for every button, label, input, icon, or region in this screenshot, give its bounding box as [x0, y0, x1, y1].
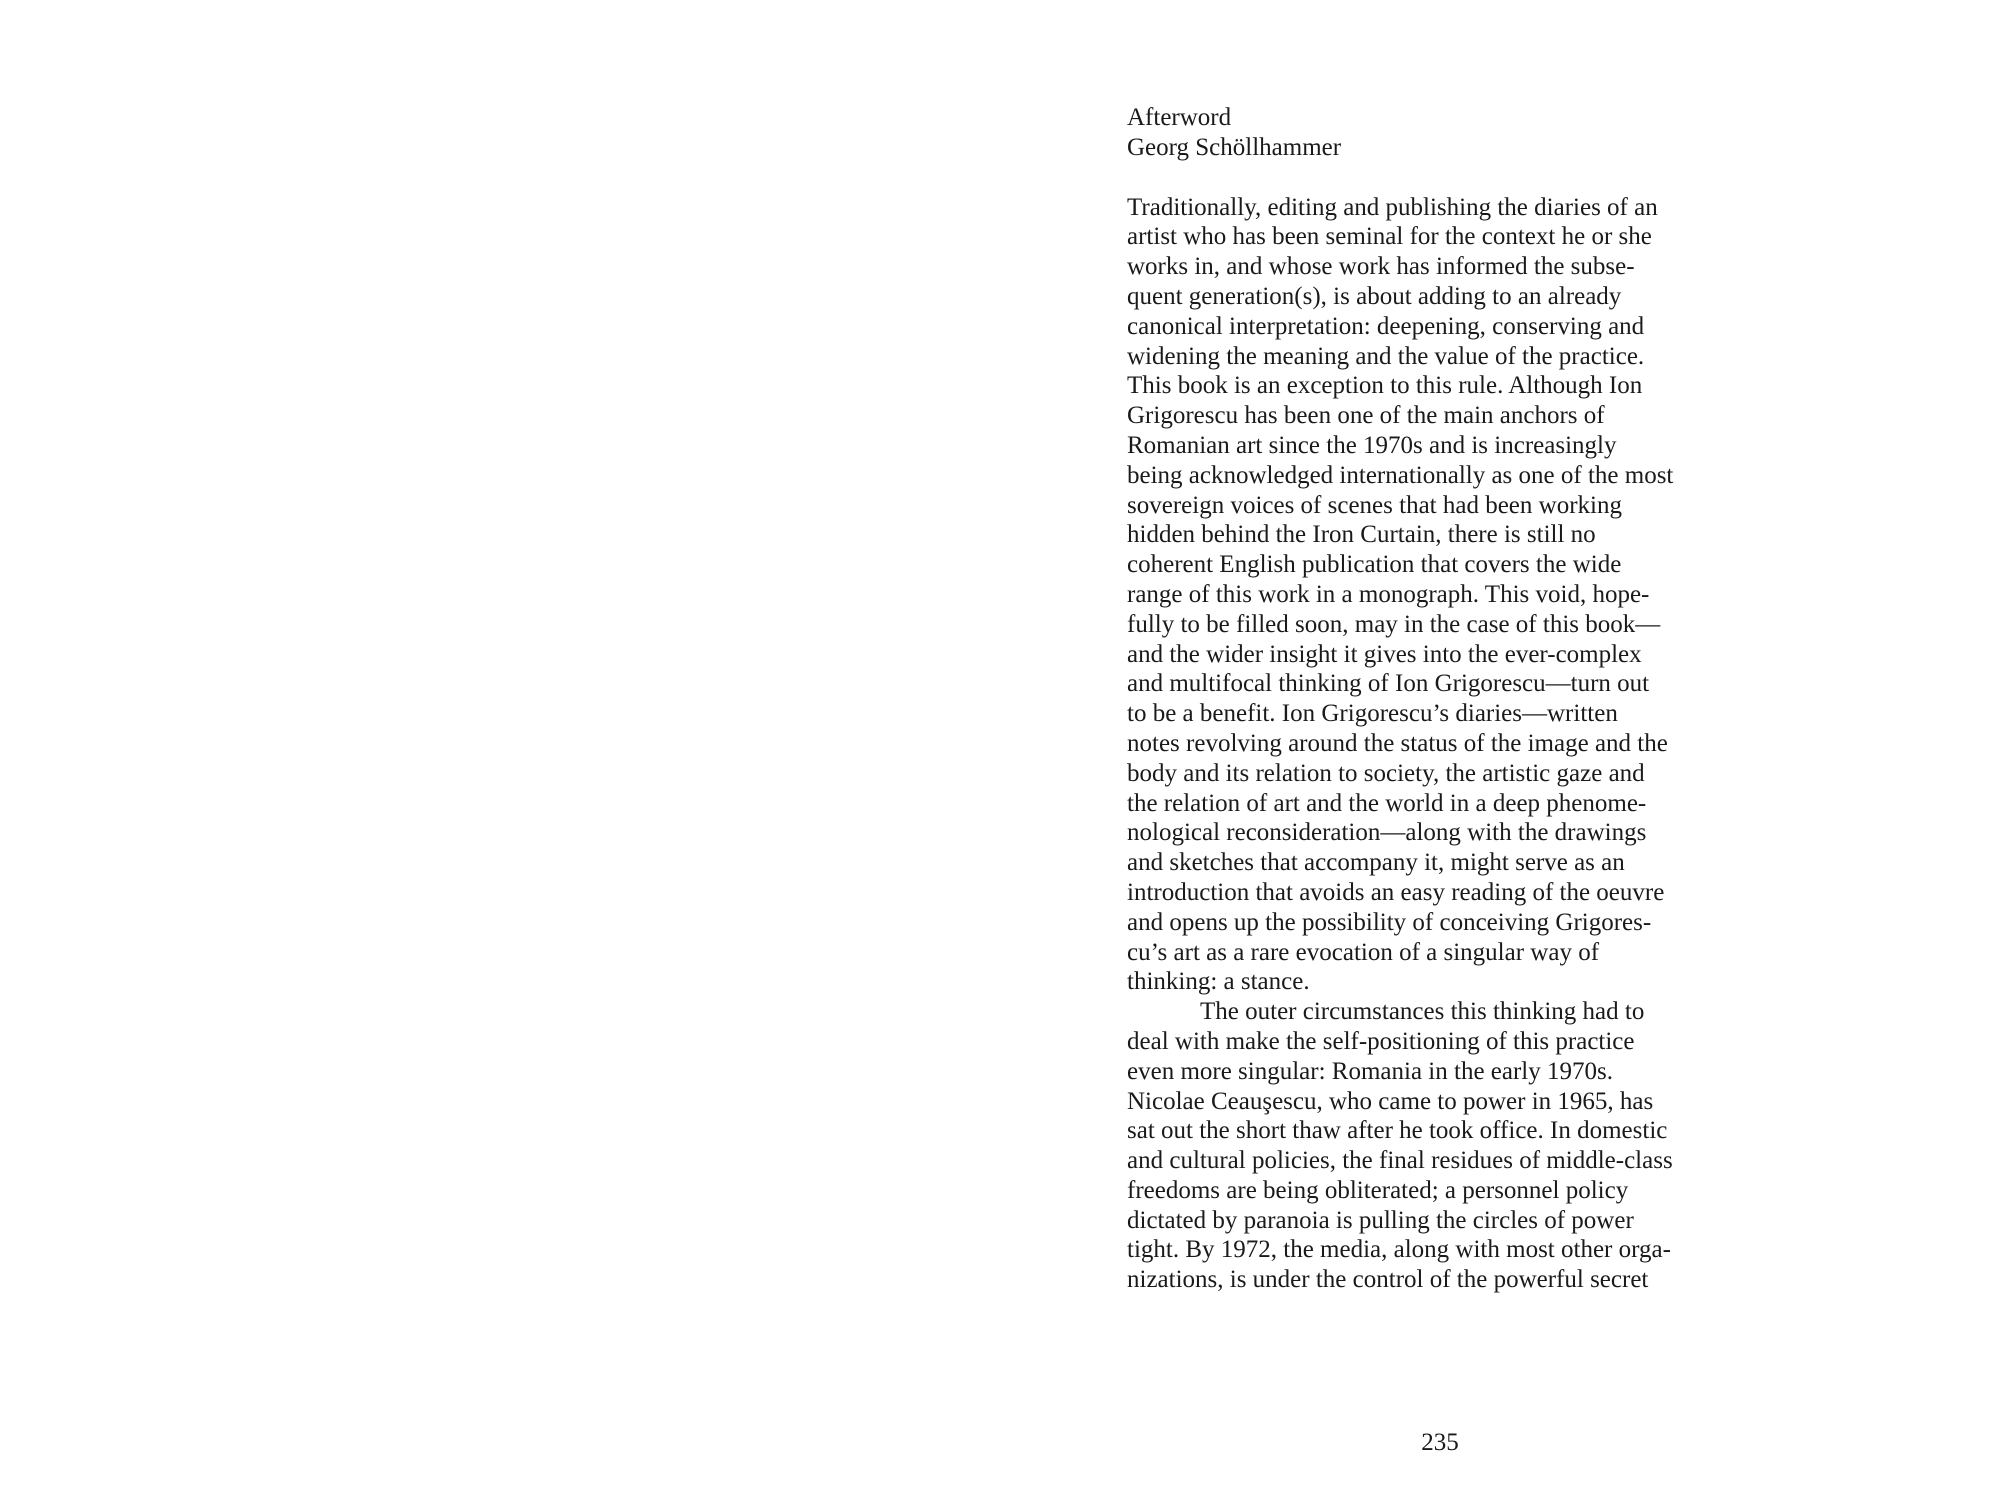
text-line: dictated by paranoia is pulling the circles of power: [1127, 1206, 1634, 1234]
text-line: the relation of art and the world in a deep phenome-: [1127, 789, 1647, 817]
text-line: Nicolae Ceauşescu, who came to power in 1965, has: [1127, 1087, 1654, 1115]
text-line: range of this work in a monograph. This void, hope-: [1127, 580, 1650, 608]
text-line: nizations, is under the control of the powerful secret: [1127, 1266, 1649, 1294]
text-line: tight. By 1972, the media, along with most other orga-: [1127, 1236, 1671, 1264]
text-line: to be a benefit. Ion Grigorescu’s diaries—written: [1127, 700, 1618, 728]
section-title: Afterword: [1127, 104, 1232, 131]
text-line: being acknowledged internationally as one of the most: [1127, 461, 1674, 489]
text-line: artist who has been seminal for the context he or she: [1127, 223, 1652, 251]
author-name: Georg Schöllhammer: [1127, 133, 1342, 161]
text-line: cu’s art as a rare evocation of a singular way of: [1127, 938, 1600, 966]
text-line: coherent English publication that covers the wide: [1127, 551, 1622, 579]
text-line: works in, and whose work has informed the subse-: [1127, 253, 1635, 281]
text-line: notes revolving around the status of the image and the: [1127, 729, 1668, 757]
text-line: thinking: a stance.: [1127, 968, 1310, 996]
text-line: hidden behind the Iron Curtain, there is still no: [1127, 521, 1596, 549]
text-line: and the wider insight it gives into the ever-complex: [1127, 640, 1642, 668]
text-line: canonical interpretation: deepening, conserving and: [1127, 312, 1645, 340]
paragraph-start-line: The outer circumstances this thinking had to: [1200, 998, 1645, 1026]
text-line: widening the meaning and the value of the practice.: [1127, 342, 1645, 370]
text-line: fully to be filled soon, may in the case of this book—: [1127, 610, 1661, 638]
text-line: Grigorescu has been one of the main anchors of: [1127, 402, 1605, 430]
text-line: nological reconsideration—along with the drawings: [1127, 819, 1647, 847]
text-line: Traditionally, editing and publishing the diaries of an: [1127, 193, 1658, 221]
text-line: This book is an exception to this rule. Although Ion: [1127, 372, 1643, 400]
right-page: [1000, 0, 2000, 1500]
text-line: sat out the short thaw after he took office. In domestic: [1127, 1117, 1668, 1145]
text-line: deal with make the self-positioning of this practice: [1127, 1027, 1635, 1055]
text-line: sovereign voices of scenes that had been working: [1127, 491, 1622, 519]
text-line: freedoms are being obliterated; a personnel policy: [1127, 1176, 1629, 1204]
text-line: introduction that avoids an easy reading of the oeuvre: [1127, 878, 1665, 906]
text-line: and multifocal thinking of Ion Grigorescu—turn out: [1127, 670, 1650, 698]
text-line: and sketches that accompany it, might serve as an: [1127, 849, 1625, 877]
text-line: and cultural policies, the final residues of middle-class: [1127, 1147, 1673, 1175]
body-text: [1127, 193, 1737, 1295]
text-line: quent generation(s), is about adding to an already: [1127, 282, 1622, 310]
text-line: body and its relation to society, the artistic gaze and: [1127, 759, 1645, 787]
text-line: and opens up the possibility of conceiving Grigores-: [1127, 908, 1652, 936]
text-line: even more singular: Romania in the early 1970s.: [1127, 1057, 1613, 1085]
text-line: Romanian art since the 1970s and is increasingly: [1127, 431, 1617, 459]
page-number: 235: [1421, 1429, 1459, 1456]
text-block: [1127, 103, 1737, 1295]
